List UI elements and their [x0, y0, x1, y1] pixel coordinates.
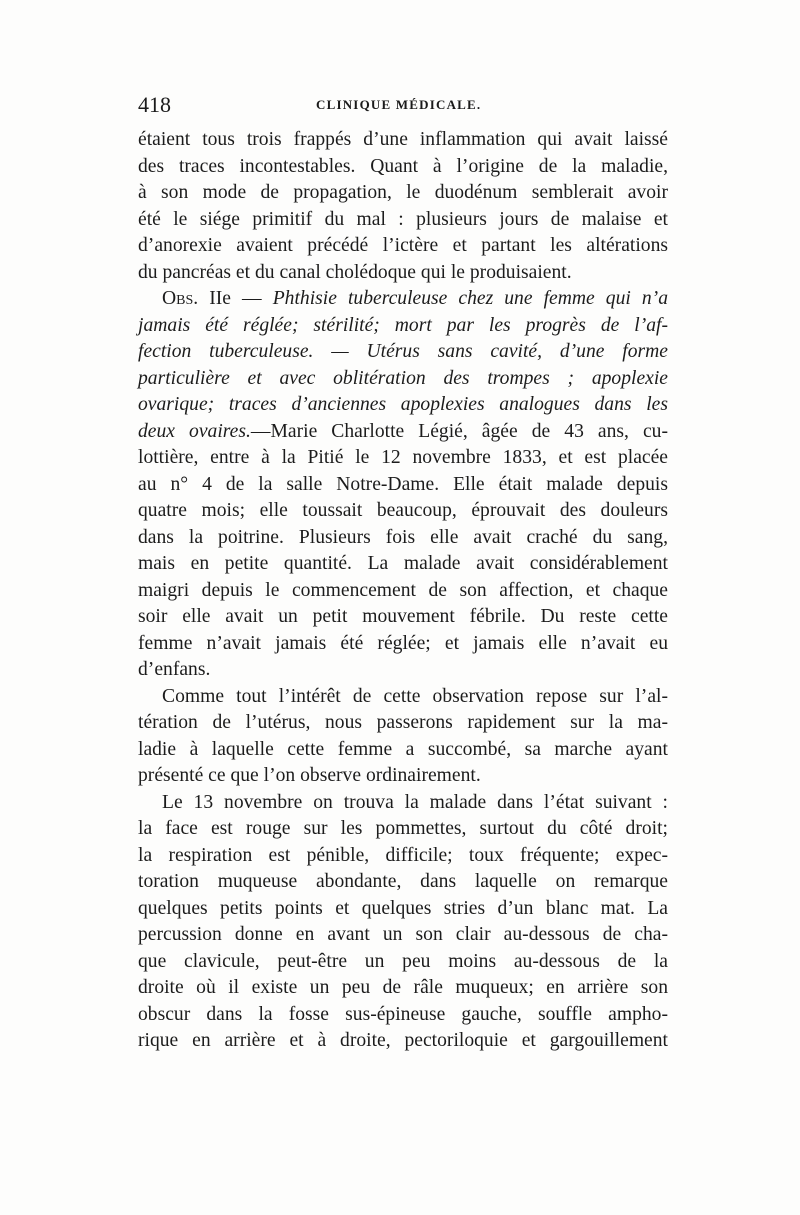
- text-fragment: étaient tous trois frappés d’une inflammation qui avait laissé: [138, 129, 668, 150]
- text-fragment: —Marie Charlotte Légié, âgée de 43 ans, cu-: [250, 420, 668, 442]
- text-line: [138, 869, 668, 896]
- text-line: [138, 975, 668, 1002]
- text-fragment: soir elle avait un petit mouvement fébrile. Du reste cette: [138, 606, 668, 627]
- text-fragment: la face est rouge sur les pommettes, surtout du côté droit;: [138, 818, 668, 839]
- text-fragment: d’anorexie avaient précédé l’ictère et partant les altérations: [138, 235, 668, 256]
- text-line: [138, 392, 668, 419]
- text-line: [138, 949, 668, 976]
- text-line: [138, 657, 668, 684]
- text-fragment: e —: [222, 288, 273, 309]
- text-line: [138, 816, 668, 843]
- text-line: [138, 922, 668, 949]
- text-line: [138, 207, 668, 234]
- italic-text: Phthisie tuberculeuse chez une femme qui n’a: [272, 288, 669, 309]
- text-line: [138, 737, 668, 764]
- text-line: [138, 313, 668, 340]
- text-fragment: quelques petits points et quelques stries d’un blanc mat. La: [138, 897, 668, 919]
- italic-text: fection tuberculeuse. — Utérus sans cavité, d’une forme: [138, 341, 668, 362]
- text-fragment: toration muqueuse abondante, dans laquelle on remarque: [138, 871, 668, 892]
- text-fragment: rique en arrière et à droite, pectoriloquie et gargouillement: [138, 1030, 668, 1051]
- text-fragment: percussion donne en avant un son clair au-dessous de cha-: [138, 924, 668, 945]
- italic-text: particulière et avec oblitération des trompes ; apoplexie: [138, 367, 668, 389]
- text-line: [138, 790, 668, 817]
- text-line: [138, 419, 668, 446]
- italic-text: jamais été réglée; stérilité; mort par les progrès de l’af-: [138, 314, 668, 336]
- text-line: [138, 127, 668, 154]
- text-fragment: maigri depuis le commencement de son affection, et chaque: [138, 579, 668, 601]
- text-line: [138, 498, 668, 525]
- text-fragment: au n° 4 de la salle Notre-Dame. Elle était malade depuis: [138, 473, 668, 495]
- page-header: [138, 92, 668, 122]
- text-fragment: mais en petite quantité. La malade avait considérablement: [138, 553, 668, 574]
- italic-text: ovarique; traces d’anciennes apoplexies analogues dans les: [138, 394, 668, 415]
- text-line: [138, 366, 668, 393]
- text-line: [138, 578, 668, 605]
- text-line: [138, 286, 668, 313]
- text-fragment: du pancréas et du canal cholédoque qui le produisaient.: [138, 261, 572, 283]
- running-head: CLINIQUE MÉDICALE.: [316, 97, 482, 112]
- text-line: [138, 525, 668, 552]
- text-fragment: dans la poitrine. Plusieurs fois elle avait craché du sang,: [138, 526, 668, 548]
- text-line: [138, 684, 668, 711]
- page-number: 418: [138, 92, 171, 117]
- text-fragment: que clavicule, peut-être un peu moins au-dessous de la: [138, 950, 668, 972]
- text-fragment: droite où il existe un peu de râle muqueux; en arrière son: [138, 977, 668, 998]
- text-line: [138, 339, 668, 366]
- text-fragment: obscur dans la fosse sus-épineuse gauche, souffle ampho-: [138, 1003, 668, 1025]
- text-line: [138, 710, 668, 737]
- text-fragment: Comme tout l’intérêt de cette observation repose sur l’al-: [162, 685, 668, 707]
- text-fragment: quatre mois; elle toussait beaucoup, éprouvait des douleurs: [138, 500, 668, 521]
- text-line: [138, 472, 668, 499]
- text-fragment: Le 13 novembre on trouva la malade dans l’état suivant :: [162, 791, 668, 813]
- text-line: [138, 551, 668, 578]
- text-line: [138, 180, 668, 207]
- text-line: [138, 233, 668, 260]
- text-fragment: des traces incontestables. Quant à l’origine de la maladie,: [138, 155, 668, 177]
- text-fragment: tération de l’utérus, nous passerons rapidement sur la ma-: [138, 712, 668, 733]
- text-fragment: ladie à laquelle cette femme a succombé, sa marche ayant: [138, 738, 668, 760]
- body-text: [138, 127, 668, 1055]
- text-fragment: été le siége primitif du mal : plusieurs jours de malaise et: [138, 208, 668, 230]
- text-line: [138, 896, 668, 923]
- text-line: [138, 1002, 668, 1029]
- text-line: [138, 154, 668, 181]
- text-fragment: d’enfans.: [138, 659, 211, 680]
- text-line: [138, 260, 668, 287]
- text-line: [138, 843, 668, 870]
- text-fragment: lottière, entre à la Pitié le 12 novembre 1833, et est placée: [138, 447, 668, 468]
- text-line: [138, 631, 668, 658]
- text-fragment: à son mode de propagation, le duodénum semblerait avoir: [138, 182, 668, 203]
- text-line: [138, 604, 668, 631]
- text-line: [138, 1028, 668, 1055]
- text-fragment: présenté ce que l’on observe ordinairement.: [138, 765, 481, 786]
- text-fragment: femme n’avait jamais été réglée; et jamais elle n’avait eu: [138, 632, 668, 654]
- italic-text: deux ovaires.: [138, 420, 251, 442]
- text-line: [138, 763, 668, 790]
- text-fragment: la respiration est pénible, difficile; toux fréquente; expec-: [138, 844, 668, 866]
- text-line: [138, 445, 668, 472]
- text-fragment: Obs. II: [162, 288, 223, 309]
